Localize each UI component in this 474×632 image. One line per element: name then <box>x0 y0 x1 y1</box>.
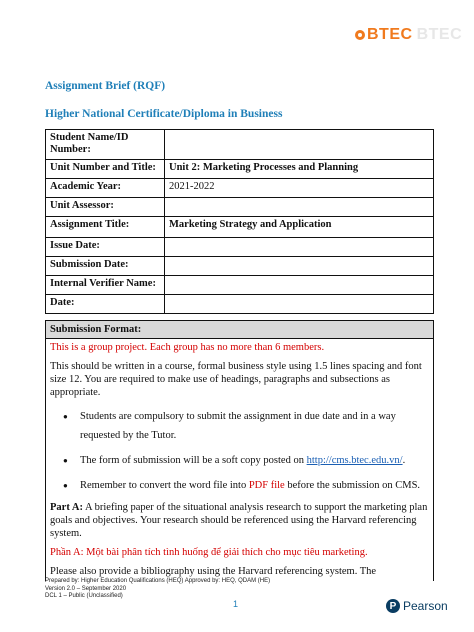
btec-logo <box>355 24 462 46</box>
pearson-logo <box>386 599 448 613</box>
footer-version: Version 2.0 – September 2020 <box>45 585 127 592</box>
footer-prepared-by: Prepared by: Higher Education Qualifications (HEQ) Approved by: HEQ, QDAM (HE) <box>45 578 271 584</box>
submission-format-body <box>46 339 433 580</box>
table-row <box>46 160 434 179</box>
page-number: 1 <box>233 599 239 609</box>
internal-verifier-label: Internal Verifier Name: <box>46 276 165 295</box>
issue-date-value[interactable] <box>165 238 434 257</box>
cms-link[interactable]: http://cms.btec.edu.vn/ <box>306 455 403 466</box>
bullet-pdf-prefix: Remember to convert the word file into <box>80 480 249 491</box>
document-subtitle: Higher National Certificate/Diploma in Business <box>45 108 283 120</box>
submission-rules-list <box>50 407 429 495</box>
pearson-logo-icon: P <box>386 599 400 613</box>
part-a-text: A briefing paper of the situational analysis research to support the marketing plan goals and objectives. Your research should be referenced using the Harvard referencing system. <box>50 502 428 539</box>
submission-date-label: Submission Date: <box>46 257 165 276</box>
internal-verifier-value[interactable] <box>165 276 434 295</box>
btec-logo-ghost: BTEC <box>416 26 463 43</box>
table-row <box>46 238 434 257</box>
table-row <box>46 257 434 276</box>
assignment-info-table <box>45 129 434 314</box>
table-row <box>46 130 434 160</box>
submission-format-heading: Submission Format: <box>46 321 433 339</box>
part-a-vietnamese: Phần A: Một bài phân tích tình huống để giải thích cho mục tiêu marketing. <box>50 547 368 558</box>
style-note: This should be written in a course, formal business style using 1.5 lines spacing and font size 12. You are required to make use of headings, paragraphs and subsections as appropriate. <box>50 361 422 398</box>
list-item <box>50 476 429 495</box>
document-footer <box>45 578 270 601</box>
table-row <box>46 217 434 238</box>
list-item <box>50 407 429 445</box>
bullet-pdf-highlight: PDF file <box>248 480 285 491</box>
footer-classification: DCL 1 – Public (Unclassified) <box>45 593 123 599</box>
document-title: Assignment Brief (RQF) <box>45 80 166 92</box>
table-row <box>46 198 434 217</box>
academic-year-label: Academic Year: <box>46 179 165 198</box>
academic-year-value: 2021-2022 <box>165 179 434 198</box>
bullet-deadline-text: Students are compulsory to submit the assignment in due date and in a way requested by the Tutor. <box>80 411 396 441</box>
pearson-logo-text: Pearson <box>403 599 448 613</box>
submission-date-value[interactable] <box>165 257 434 276</box>
table-row <box>46 179 434 198</box>
list-item <box>50 451 429 470</box>
student-name-label: Student Name/ID Number: <box>46 130 165 160</box>
part-a-label: Part A: <box>50 502 83 513</box>
unit-title-value: Unit 2: Marketing Processes and Planning <box>165 160 434 179</box>
group-project-note: This is a group project. Each group has no more than 6 members. <box>50 342 325 353</box>
unit-assessor-value[interactable] <box>165 198 434 217</box>
unit-title-label: Unit Number and Title: <box>46 160 165 179</box>
unit-assessor-label: Unit Assessor: <box>46 198 165 217</box>
assignment-title-label: Assignment Title: <box>46 217 165 238</box>
bullet-pdf-suffix: before the submission on CMS. <box>284 480 421 491</box>
table-row <box>46 276 434 295</box>
date-value[interactable] <box>165 295 434 314</box>
btec-logo-text: BTEC <box>367 26 413 43</box>
date-label: Date: <box>46 295 165 314</box>
submission-format-box <box>45 320 434 581</box>
bullet-softcopy-prefix: The form of submission will be a soft copy posted on <box>80 455 307 466</box>
table-row <box>46 295 434 314</box>
student-name-value[interactable] <box>165 130 434 160</box>
btec-logo-icon <box>355 30 365 40</box>
issue-date-label: Issue Date: <box>46 238 165 257</box>
bibliography-note: Please also provide a bibliography using the Harvard referencing system. The <box>50 566 377 577</box>
bullet-softcopy-suffix: . <box>402 455 406 466</box>
assignment-title-value: Marketing Strategy and Application <box>165 217 434 238</box>
